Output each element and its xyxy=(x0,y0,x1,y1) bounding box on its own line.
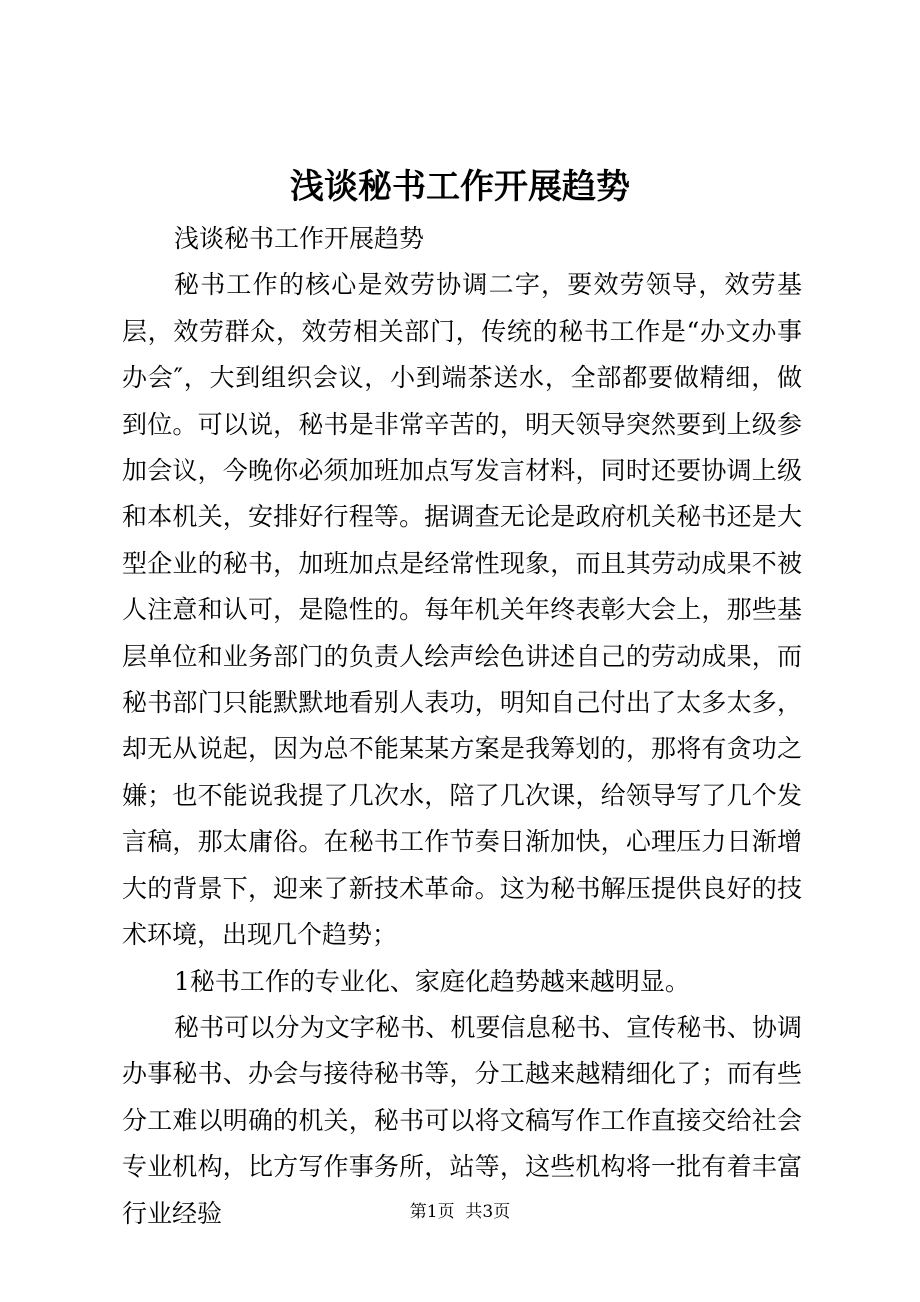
paragraph-intro: 秘书工作的核心是效劳协调二字，要效劳领导，效劳基层，效劳群众，效劳相关部门，传统的秘书工作是“办文办事办会″，大到组织会议，小到端茶送水，全部都要做精细，做到位。可以说，秘书是非常辛苦的，明天领导突然要到上级参加会议，今晚你必须加班加点写发言材料，同时还要协调上级和本机关，安排好行程等。据调查无论是政府机关秘书还是大型企业的秘书，加班加点是经常性现象，而且其劳动成果不被人注意和认可，是隐性的。每年机关年终表彰大会上，那些基层单位和业务部门的负责人绘声绘色讲述自己的劳动成果，而秘书部门只能默默地看别人表功，明知自己付出了太多太多，却无从说起，因为总不能某某方案是我筹划的，那将有贪功之嫌；也不能说我提了几次水，陪了几次课，给领导写了几个发言稿，那太庸俗。在秘书工作节奏日渐加快，心理压力日渐增大的背景下，迎来了新技术革命。这为秘书解压提供良好的技术环境，出现几个趋势； xyxy=(122,270,802,950)
paragraph-heading-1: 1秘书工作的专业化、家庭化趋势越来越明显。 xyxy=(174,966,690,996)
page-footer xyxy=(0,1198,920,1226)
paragraph-secretary-types: 秘书可以分为文字秘书、机要信息秘书、宣传秘书、协调办事秘书、办会与接待秘书等，分工越来越精细化了；而有些分工难以明确的机关，秘书可以将文稿写作工作直接交给社会专业机构，比方写作事务所，站等，这些机构将一批有着丰富行业经验 xyxy=(122,1012,802,1228)
total-pages-label: 共3页 xyxy=(465,1202,511,1222)
document-title: 浅谈秘书工作开展趋势 xyxy=(290,167,630,207)
current-page-label: 第1页 xyxy=(409,1202,455,1222)
document-body xyxy=(122,216,802,1237)
paragraph-subtitle: 浅谈秘书工作开展趋势 xyxy=(174,224,425,253)
